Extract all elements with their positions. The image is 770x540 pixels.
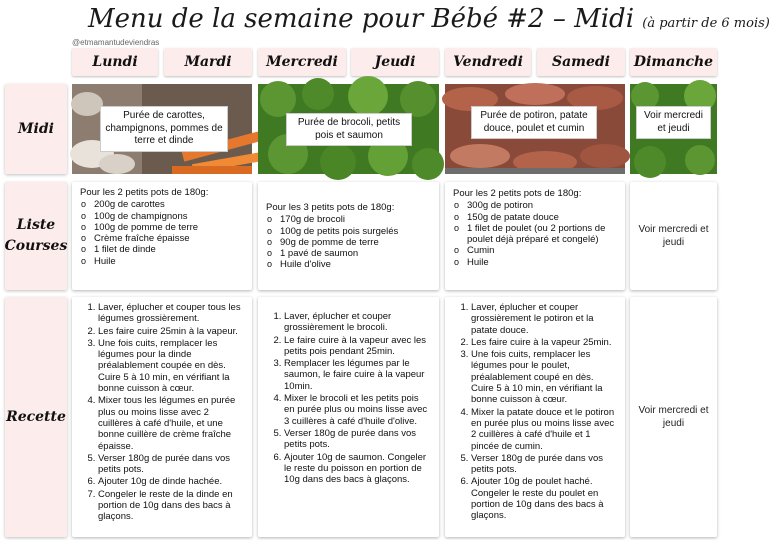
recipe-step: 2. Le faire cuire à la vapeur avec les petits pois pendant 25min. xyxy=(284,335,431,358)
list-item: o 100g de pomme de terre xyxy=(80,222,244,233)
photo-sweet-potatoes xyxy=(445,84,625,174)
row-label-liste: Liste xyxy=(16,217,56,233)
recette-steps xyxy=(80,302,244,523)
recette-steps xyxy=(266,311,431,485)
list-item: o 1 pavé de saumon xyxy=(266,248,431,259)
recipe-step: 6. Ajouter 10g de saumon. Congeler le reste du poisson en portion de 10g dans des bacs à glaçons. xyxy=(284,452,431,486)
recipe-step: 7. Congeler le reste de la dinde en portion de 10g dans des bacs à glaçons. xyxy=(98,489,244,523)
list-item: o Huile xyxy=(453,257,617,268)
recipe-step: 1. Laver, éplucher et couper grossièrement le potiron et la patate douce. xyxy=(471,302,617,336)
liste-items xyxy=(266,214,431,270)
recipe-step: 2. Les faire cuire à la vapeur 25min. xyxy=(471,337,617,348)
title-subtitle: (à partir de 6 mois) xyxy=(642,16,770,31)
photo-broccoli-dimanche xyxy=(630,84,717,174)
day-header-samedi: Samedi xyxy=(537,48,625,76)
day-header-mardi: Mardi xyxy=(164,48,252,76)
day-header-jeudi: Jeudi xyxy=(351,48,439,76)
recipe-step: 6. Ajouter 10g de poulet haché. Congeler le reste du poulet en portion de 10g dans des bacs à glaçons. xyxy=(471,476,617,521)
recipe-step: 5. Verser 180g de purée dans vos petits pots. xyxy=(284,428,431,451)
liste-dimanche-text: Voir mercredi et jeudi xyxy=(638,224,709,248)
liste-intro: Pour les 2 petits pots de 180g: xyxy=(453,188,582,199)
list-item: o Cumin xyxy=(453,245,617,256)
recipe-step: 6. Ajouter 10g de dinde hachée. xyxy=(98,476,244,487)
recette-card-vendredi-samedi xyxy=(445,297,625,537)
list-item: o 100g de champignons xyxy=(80,211,244,222)
liste-card-vendredi-samedi xyxy=(445,182,625,290)
recipe-step: 4. Mixer le brocoli et les petits pois en purée plus ou moins lisse avec 3 cuillères à café d'huile d'olive. xyxy=(284,393,431,427)
liste-card-mercredi-jeudi xyxy=(258,182,439,290)
liste-card-lundi-mardi xyxy=(72,182,252,290)
recipe-step: 3. Une fois cuits, remplacer les légumes pour le poulet, préalablement coupé en dès. Cuire 5 à 10 min, en vérifiant la bonne cuisson à cœur. xyxy=(471,349,617,405)
recette-dimanche-text: Voir mercredi et jeudi xyxy=(638,405,709,429)
liste-items xyxy=(453,200,617,268)
liste-intro: Pour les 3 petits pots de 180g: xyxy=(266,202,395,213)
recette-steps xyxy=(453,302,617,522)
day-header-dimanche: Dimanche xyxy=(630,48,717,76)
list-item: o 170g de brocoli xyxy=(266,214,431,225)
list-item: o 200g de carottes xyxy=(80,199,244,210)
row-label-recette: Recette xyxy=(6,408,66,425)
recipe-step: 3. Une fois cuits, remplacer les légumes pour la dinde préalablement coupée en dès. Cuire 5 à 10 min, en vérifiant la bonne cuisson à cœur. xyxy=(98,338,244,394)
liste-intro: Pour les 2 petits pots de 180g: xyxy=(80,187,209,198)
row-header-recette xyxy=(5,297,67,537)
midi-label-lundi-mardi: Purée de carottes, champignons, pommes de terre et dinde xyxy=(100,106,228,152)
row-header-liste-courses xyxy=(5,182,67,290)
day-header-lundi: Lundi xyxy=(72,48,158,76)
list-item: o 1 filet de poulet (ou 2 portions de poulet déjà préparé et congelé) xyxy=(453,223,617,246)
recipe-step: 4. Mixer la patate douce et le potiron en purée plus ou moins lisse avec 2 cuillères à café d'huile et 1 pincée de cumin. xyxy=(471,407,617,452)
row-header-midi xyxy=(5,84,67,174)
list-item: o 150g de patate douce xyxy=(453,212,617,223)
photo-broccoli xyxy=(258,84,439,174)
recipe-step: 1. Laver, éplucher et couper grossièrement le brocoli. xyxy=(284,311,431,334)
midi-label-mercredi-jeudi: Purée de brocoli, petits pois et saumon xyxy=(286,113,412,146)
liste-items xyxy=(80,199,244,267)
liste-card-dimanche xyxy=(630,182,717,290)
recipe-step: 5. Verser 180g de purée dans vos petits pots. xyxy=(98,453,244,476)
recette-card-dimanche xyxy=(630,297,717,537)
photo-carrots-mushrooms xyxy=(72,84,252,174)
author-credit: @etmamantudeviendras xyxy=(72,38,160,47)
list-item: o Crème fraîche épaisse xyxy=(80,233,244,244)
list-item: o 300g de potiron xyxy=(453,200,617,211)
list-item: o Huile xyxy=(80,256,244,267)
list-item: o 100g de petits pois surgelés xyxy=(266,226,431,237)
page-title xyxy=(88,4,770,38)
recette-card-mercredi-jeudi xyxy=(258,297,439,537)
recipe-step: 5. Verser 180g de purée dans vos petits pots. xyxy=(471,453,617,476)
midi-label-dimanche: Voir mercredi et jeudi xyxy=(636,106,711,139)
row-label-courses: Courses xyxy=(4,238,68,254)
list-item: o Huile d'olive xyxy=(266,259,431,270)
list-item: o 1 filet de dinde xyxy=(80,244,244,255)
recipe-step: 2. Les faire cuire 25min à la vapeur. xyxy=(98,326,244,337)
list-item: o 90g de pomme de terre xyxy=(266,237,431,248)
recipe-step: 1. Laver, éplucher et couper tous les légumes grossièrement. xyxy=(98,302,244,325)
row-label-midi: Midi xyxy=(18,120,54,137)
title-main: Menu de la semaine pour Bébé #2 – Midi xyxy=(88,4,635,34)
recipe-step: 4. Mixer tous les légumes en purée plus ou moins lisse avec 2 cuillères à café d'huile, et une bonne cuillère de crème fraîche épaisse. xyxy=(98,395,244,451)
day-header-vendredi: Vendredi xyxy=(445,48,531,76)
midi-label-vendredi-samedi: Purée de potiron, patate douce, poulet et cumin xyxy=(471,106,597,139)
recipe-step: 3. Remplacer les légumes par le saumon, le faire cuire à la vapeur 10min. xyxy=(284,358,431,392)
day-header-mercredi: Mercredi xyxy=(258,48,346,76)
recette-card-lundi-mardi xyxy=(72,297,252,537)
